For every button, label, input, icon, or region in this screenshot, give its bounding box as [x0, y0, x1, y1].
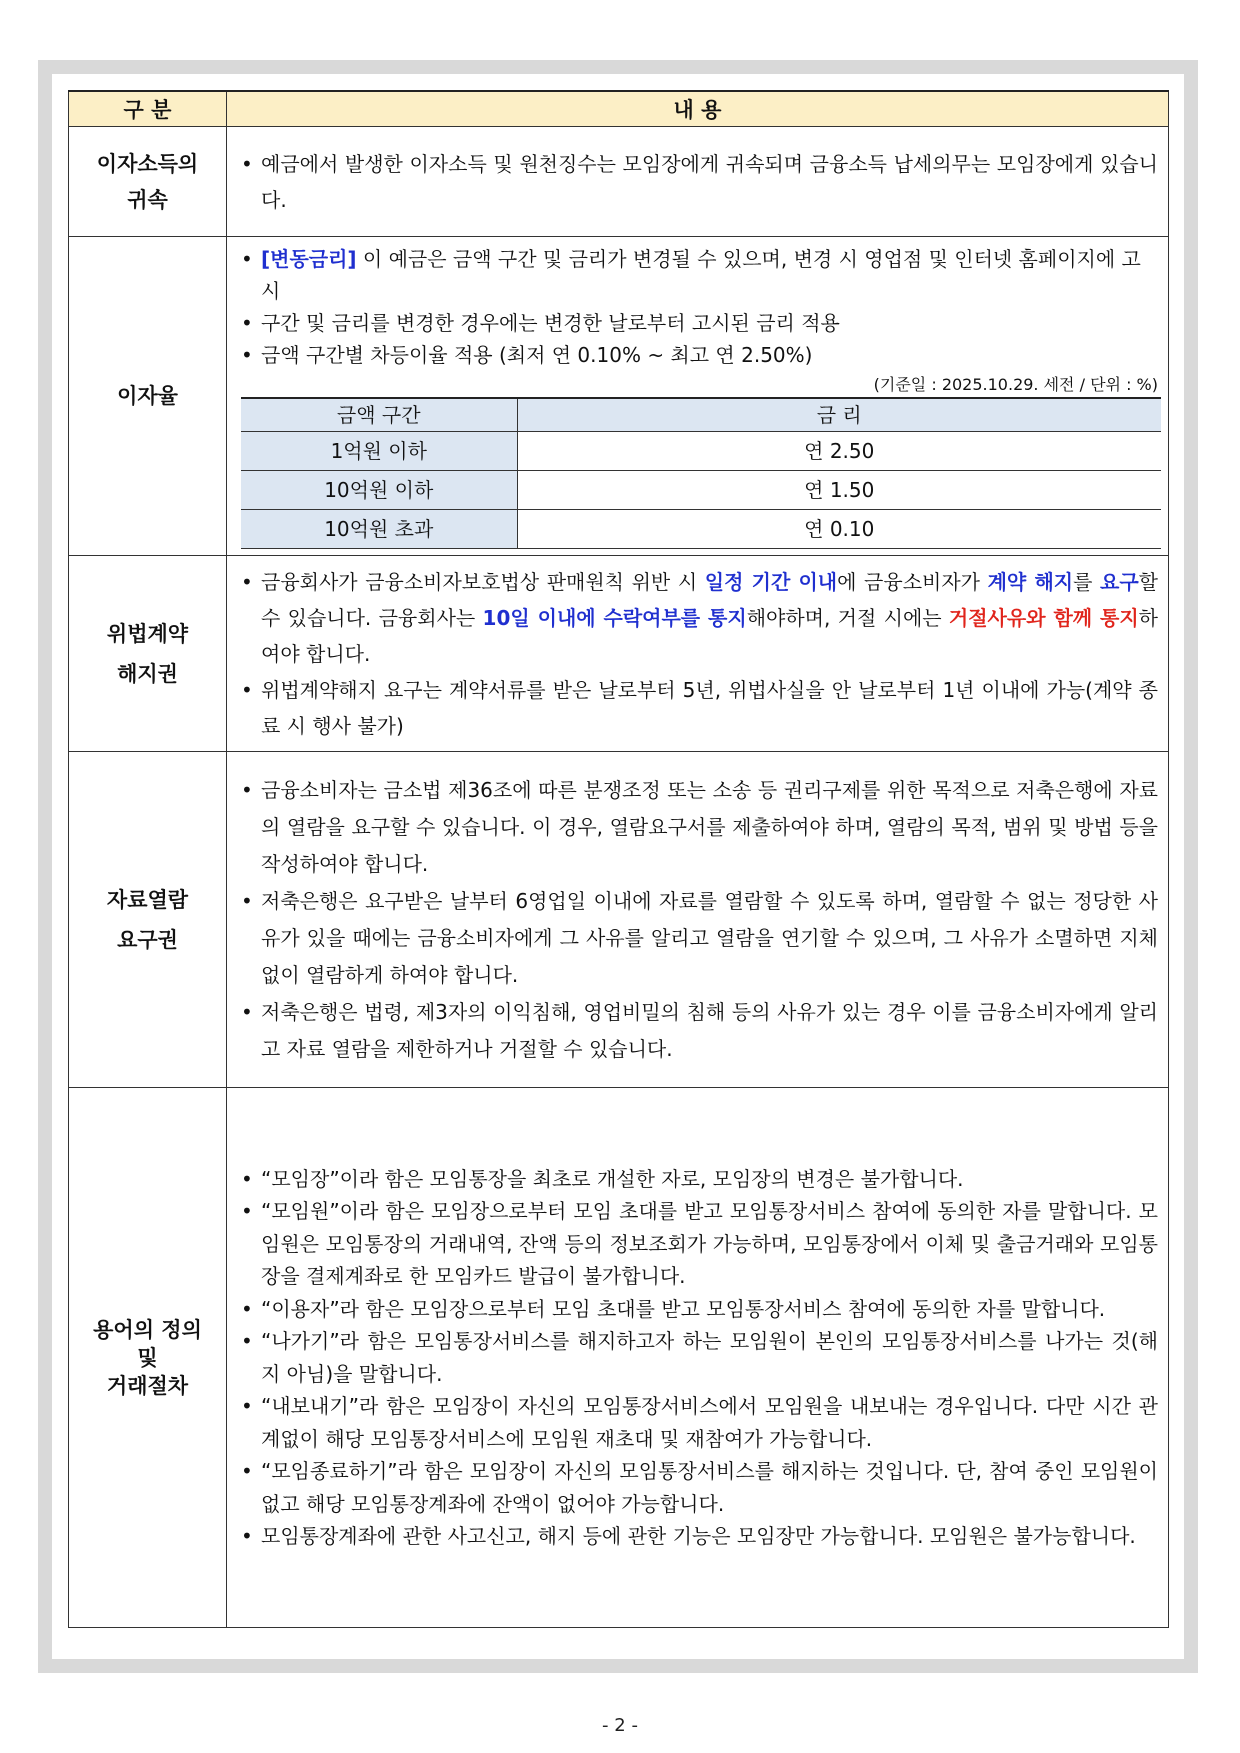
- category-interest-rate: 이자율: [69, 237, 227, 556]
- rate-col-rate: 금 리: [517, 398, 1161, 432]
- rate-table-row: [241, 471, 1161, 510]
- list-item: • 저축은행은 요구받은 날부터 6영업일 이내에 자료를 열람할 수 있도록 하며, 열람할 수 없는 정당한 사유가 있을 때에는 금융소비자에게 그 사유를 알리고 열람을 연기할 수 있으며, 그 사유가 소멸하면 지체없이 열람하게 하여야 합니다.: [239, 883, 1158, 994]
- content-data-access: [227, 752, 1169, 1088]
- rate-table-row: [241, 432, 1161, 471]
- rate-basis-note: (기준일 : 2025.10.29. 세전 / 단위 : %): [873, 375, 1158, 394]
- list-item: • “모임장”이라 함은 모임통장을 최초로 개설한 자로, 모임장의 변경은 불가합니다.: [239, 1163, 1158, 1196]
- content-definitions: [227, 1088, 1169, 1628]
- highlight-reject: 거절사유와 함께 통지: [948, 605, 1139, 630]
- rate-value: 연 0.10: [517, 510, 1161, 549]
- page-frame: [38, 60, 1198, 1673]
- table-row-data-access: [69, 752, 1169, 1088]
- text-span: 금융회사가 금융소비자보호법상 판매원칙 위반 시: [261, 569, 705, 594]
- list-item: • “나가기”라 함은 모임통장서비스를 해지하고자 하는 모임원이 본인의 모임통장서비스를 나가는 것(해지 아님)을 말합니다.: [239, 1325, 1158, 1390]
- rate-table: [241, 397, 1161, 549]
- list-item: • 금융소비자는 금소법 제36조에 따른 분쟁조정 또는 소송 등 권리구제를 위한 목적으로 저축은행에 자료의 열람을 요구할 수 있습니다. 이 경우, 열람요구서를 제출하여야 하며, 열람의 목적, 범위 및 방법 등을 작성하여야 합니다.: [239, 772, 1158, 883]
- highlight-request: 요구: [1100, 569, 1139, 594]
- highlight-cancel: 계약 해지: [987, 569, 1074, 594]
- category-definitions: 용어의 정의 및 거래절차: [69, 1088, 227, 1628]
- rate-range: 10억원 이하: [241, 471, 517, 510]
- rate-table-header: [241, 398, 1161, 432]
- highlight-notify: 10일 이내에 수락여부를 통지: [482, 605, 747, 630]
- category-interest-income: 이자소득의 귀속: [69, 127, 227, 237]
- list-item: • “내보내기”라 함은 모임장이 자신의 모임통장서비스에서 모임원을 내보내는 경우입니다. 다만 시간 관계없이 해당 모임통장서비스에 모임원 재초대 및 재참여가 가능합니다.: [239, 1390, 1158, 1455]
- page-number: - 2 -: [602, 1715, 638, 1736]
- category-data-access: 자료열람 요구권: [69, 752, 227, 1088]
- variable-rate-tag: [변동금리]: [261, 247, 357, 271]
- list-item: • “이용자”라 함은 모임장으로부터 모임 초대를 받고 모임통장서비스 참여에 동의한 자를 말합니다.: [239, 1293, 1158, 1326]
- text-span: 할 수 있습니다. 금융회사는: [261, 569, 1158, 630]
- list-item: • 구간 및 금리를 변경한 경우에는 변경한 날로부터 고시된 금리 적용: [239, 307, 1158, 339]
- category-illegal-contract: 위법계약 해지권: [69, 556, 227, 752]
- list-item: • “모임원”이라 함은 모임장으로부터 모임 초대를 받고 모임통장서비스 참여에 동의한 자를 말합니다. 모임원은 모임통장의 거래내역, 잔액 등의 정보조회가 가능하며, 모임통장에서 이체 및 출금거래와 모임통장을 결제계좌로 한 모임카드 발급이 불가합니다.: [239, 1195, 1158, 1293]
- terms-table: [68, 90, 1169, 1628]
- list-item: • “모임종료하기”라 함은 모임장이 자신의 모임통장서비스를 해지하는 것입니다. 단, 참여 중인 모임원이 없고 해당 모임통장계좌에 잔액이 없어야 가능합니다.: [239, 1455, 1158, 1520]
- table-row-interest-income: [69, 127, 1169, 237]
- rate-value: 연 1.50: [517, 471, 1161, 510]
- content-interest-rate: [227, 237, 1169, 556]
- rate-col-range: 금액 구간: [241, 398, 517, 432]
- rate-range: 1억원 이하: [241, 432, 517, 471]
- list-item: • 저축은행은 법령, 제3자의 이익침해, 영업비밀의 침해 등의 사유가 있는 경우 이를 금융소비자에게 알리고 자료 열람을 제한하거나 거절할 수 있습니다.: [239, 994, 1158, 1068]
- list-item: • 예금에서 발생한 이자소득 및 원천징수는 모임장에게 귀속되며 금융소득 납세의무는 모임장에게 있습니다.: [239, 146, 1158, 218]
- text-span: 해야하며, 거절 시에는: [746, 605, 949, 630]
- list-item: • 금액 구간별 차등이율 적용 (최저 연 0.10% ~ 최고 연 2.50%): [239, 339, 1158, 371]
- content-interest-income: [227, 127, 1169, 237]
- rate-table-row: [241, 510, 1161, 549]
- table-row-definitions: [69, 1088, 1169, 1628]
- table-header-row: [69, 91, 1169, 127]
- list-item: • 모임통장계좌에 관한 사고신고, 해지 등에 관한 기능은 모임장만 가능합니다. 모임원은 불가능합니다.: [239, 1520, 1158, 1553]
- text-span: 를: [1073, 569, 1101, 594]
- list-item: [239, 564, 1158, 672]
- rate-value: 연 2.50: [517, 432, 1161, 471]
- page-inner: [52, 74, 1184, 1659]
- header-content: 내 용: [227, 91, 1169, 127]
- highlight-period: 일정 기간 이내: [704, 569, 838, 594]
- header-category: 구 분: [69, 91, 227, 127]
- content-illegal-contract: [227, 556, 1169, 752]
- list-item: • 위법계약해지 요구는 계약서류를 받은 날로부터 5년, 위법사실을 안 날로부터 1년 이내에 가능(계약 종료 시 행사 불가): [239, 672, 1158, 744]
- variable-rate-text: 이 예금은 금액 구간 및 금리가 변경될 수 있으며, 변경 시 영업점 및 인터넷 홈페이지에 고시: [261, 247, 1141, 303]
- table-row-illegal-contract: [69, 556, 1169, 752]
- rate-range: 10억원 초과: [241, 510, 517, 549]
- text-span: 하여야 합니다.: [261, 605, 1158, 666]
- list-item: [239, 243, 1158, 307]
- text-span: 에 금융소비자가: [837, 569, 988, 594]
- table-row-interest-rate: [69, 237, 1169, 556]
